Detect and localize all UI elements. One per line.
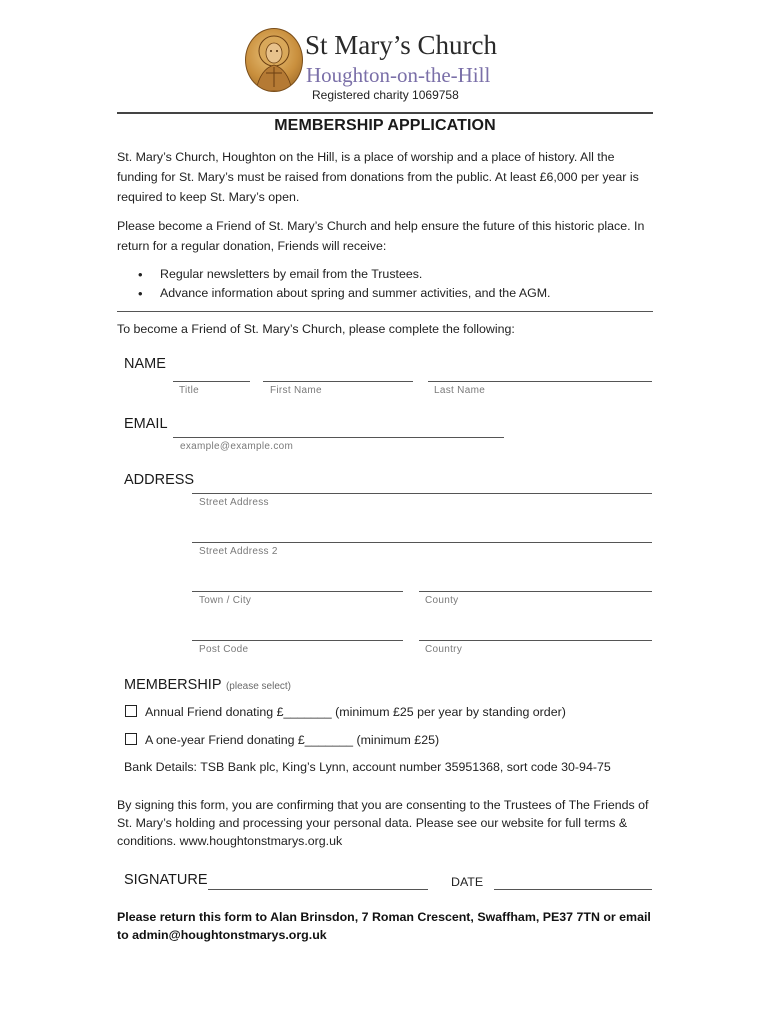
- street-address-hint: Street Address: [199, 497, 269, 508]
- page-title: MEMBERSHIP APPLICATION: [274, 117, 496, 134]
- county-hint: County: [425, 595, 459, 606]
- return-instructions: Please return this form to Alan Brinsdon, 7 Roman Crescent, Swaffham, PE37 7TN or email to admin@houghtonstmarys.org.uk: [117, 910, 651, 942]
- charity-number: Registered charity 1069758: [312, 88, 459, 102]
- town-city-hint: Town / City: [199, 595, 252, 606]
- saint-portrait-drawing: [246, 29, 302, 91]
- street-address-2-field[interactable]: [192, 542, 652, 543]
- country-field[interactable]: [419, 640, 652, 641]
- country-hint: Country: [425, 644, 463, 655]
- church-name: St Mary’s Church: [305, 30, 497, 60]
- last-name-hint: Last Name: [434, 385, 486, 396]
- benefits-list: [135, 265, 655, 303]
- street-address-2-hint: Street Address 2: [199, 546, 278, 557]
- date-label: DATE: [451, 875, 484, 889]
- county-field[interactable]: [419, 591, 652, 592]
- first-name-hint: First Name: [270, 385, 322, 396]
- street-address-field[interactable]: [192, 493, 652, 494]
- title-hint: Title: [179, 385, 200, 396]
- signature-label: SIGNATURE: [124, 872, 208, 888]
- email-hint: example@example.com: [180, 441, 294, 452]
- post-code-hint: Post Code: [199, 644, 249, 655]
- membership-note: (please select): [225, 681, 291, 692]
- signature-field[interactable]: [208, 889, 428, 890]
- annual-friend-label: Annual Friend donating £_______ (minimum £25 per year by standing order): [145, 705, 566, 719]
- date-field[interactable]: [494, 889, 652, 890]
- membership-heading: [124, 676, 291, 694]
- address-label: ADDRESS: [124, 472, 195, 488]
- list-item: • Advance information about spring and summer activities, and the AGM.: [135, 284, 655, 303]
- post-code-field[interactable]: [192, 640, 403, 641]
- first-name-field[interactable]: [263, 381, 413, 382]
- intro-paragraph-2: Please become a Friend of St. Mary’s Church and help ensure the future of this historic place. In return for a regular donation, Friends will receive:: [117, 219, 645, 253]
- annual-friend-checkbox[interactable]: [125, 705, 137, 717]
- membership-label: MEMBERSHIP: [124, 677, 222, 693]
- email-label: EMAIL: [124, 416, 168, 432]
- list-item: • Regular newsletters by email from the Trustees.: [135, 265, 655, 284]
- one-year-friend-label: A one-year Friend donating £_______ (minimum £25): [145, 733, 440, 747]
- intro-paragraph-1: St. Mary’s Church, Houghton on the Hill, is a place of worship and a place of history. All the funding for St. Mary’s must be raised from donations from the public. At least £6,000 per year is required to keep St. Mary’s open.: [117, 150, 639, 204]
- church-location: Houghton-on-the-Hill: [306, 63, 491, 87]
- section-divider: [117, 311, 653, 312]
- one-year-friend-checkbox[interactable]: [125, 733, 137, 745]
- last-name-field[interactable]: [428, 381, 652, 382]
- town-city-field[interactable]: [192, 591, 403, 592]
- saint-portrait-icon: [245, 28, 303, 92]
- bank-details: Bank Details: TSB Bank plc, King’s Lynn, account number 35951368, sort code 30-94-75: [124, 760, 611, 774]
- instructions-text: To become a Friend of St. Mary’s Church, please complete the following:: [117, 322, 515, 336]
- consent-text: By signing this form, you are confirming that you are consenting to the Trustees of The Friends of St. Mary’s holding and processing your personal data. Please see our website for full terms & conditions. www.houghtonstmarys.org.uk: [117, 798, 649, 848]
- email-field[interactable]: [173, 437, 504, 438]
- name-label: NAME: [124, 356, 166, 372]
- header-divider: [117, 112, 653, 114]
- title-field[interactable]: [173, 381, 250, 382]
